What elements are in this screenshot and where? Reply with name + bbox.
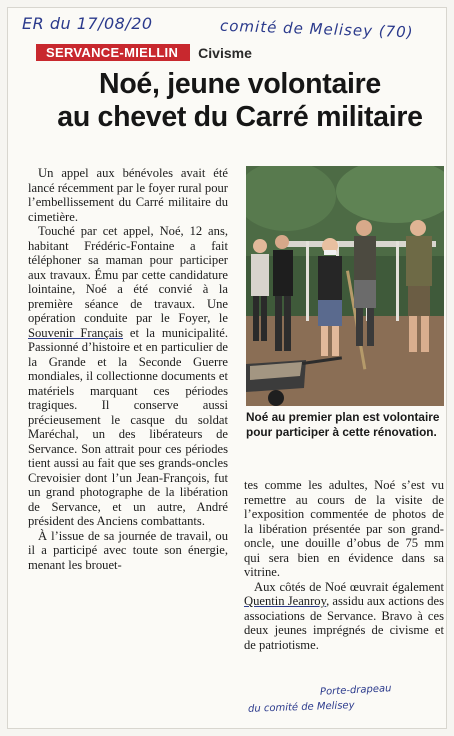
headline-line-1: Noé, jeune volontaire [99, 68, 381, 100]
photo-caption: Noé au premier plan est volontaire pour participer à cette rénovation. [246, 410, 440, 439]
handwritten-flag-bearer-note: Porte-drapeau [319, 683, 392, 698]
handwritten-committee-signature: du comité de Melisey [247, 700, 355, 715]
rubric-label: Civisme [198, 44, 252, 61]
paragraph-1: Un appel aux bénévoles avait été lancé récemment par le foyer rural pour l’embellissement du Carré militaire du cimetière. [28, 166, 228, 224]
article-column-left [28, 166, 228, 572]
paragraph-3-continued: tes comme les adultes, Noé s’est vu remettre au cours de la visite de l’exposition commentée de photos de la libération présentée par son grand-oncle, une douille d’obus de 75 mm qui sera bien en évidence dans sa vitrine. [244, 478, 444, 579]
article-column-right [244, 478, 444, 652]
article-kicker [36, 44, 252, 61]
volunteers-photo-illustration [246, 166, 444, 406]
quentin-jeanroy-mention: Quentin Jeanroy [244, 594, 327, 608]
paragraph-3-start: À l’issue de sa journée de travail, ou il a participé avec toute son énergie, menant les brouet- [28, 528, 228, 572]
headline-line-2: au chevet du Carré militaire [57, 101, 423, 133]
souvenir-francais-mention: Souvenir Français [28, 325, 124, 340]
handwritten-source-date: ER du 17/08/20 [22, 14, 153, 33]
article-headline [32, 68, 446, 134]
location-badge: SERVANCE-MIELLIN [36, 44, 190, 61]
newspaper-clipping [8, 8, 446, 728]
paragraph-4: Aux côtés de Noé œuvrait également Quentin Jeanroy, assidu aux actions des associations de Servance. Bravo à ces deux jeunes imprégnés de civisme et de patriotisme. [244, 579, 444, 652]
handwritten-committee-note: comité de Melisey (70) [219, 16, 414, 42]
paragraph-2: Touché par cet appel, Noé, 12 ans, habitant Frédéric-Fontaine a fait téléphoner sa maman pour participer aux travaux. Ému par cette candidature lointaine, Noé a été convié à la première séance de travaux. Une opération conduite par le Foyer, le Souvenir Français et la municipalité. Passionné d’histoire et en particulier de la Grande et la Seconde Guerre mondiales, il collectionne documents et matériels marquant ces périodes tragiques. Il conserve aussi précieusement le casque du soldat Maréchal, un des libérateurs de Servance. Son attrait pour ces périodes tient aussi au fait que ses grands-oncles Crevoisier dont l’un Jean-François, fut un grand photographe de la libération de Servance, et un autre, André président des Anciens combattants. [28, 224, 228, 528]
article-photo [246, 166, 444, 406]
